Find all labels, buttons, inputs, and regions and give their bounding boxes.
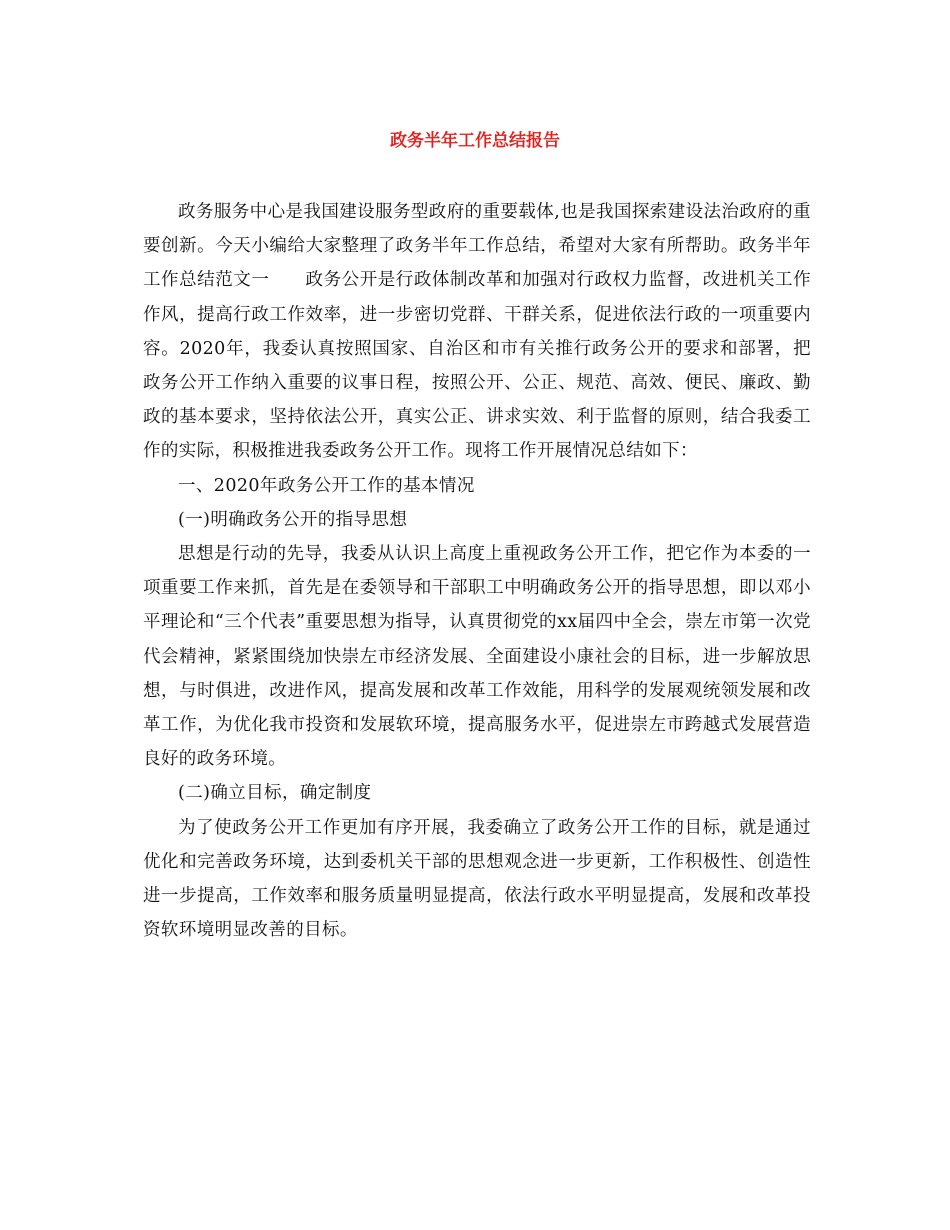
paragraph-intro: 政务服务中心是我国建设服务型政府的重要载体,也是我国探索建设法治政府的重要创新。今天小编给大家整理了政务半年工作总结，希望对大家有所帮助。政务半年工作总结范文一 政务公开是行政体制改革和加强对行政权力监督，改进机关工作作风，提高行政工作效率，进一步密切党群、干群关系，促进依法行政的一项重要内容。2020年，我委认真按照国家、自治区和市有关推行政务公开的要求和部署，把政务公开工作纳入重要的议事日程，按照公开、公正、规范、高效、便民、廉政、勤政的基本要求，坚持依法公开，真实公正、讲求实效、利于监督的原则，结合我委工作的实际，积极推进我委政务公开工作。现将工作开展情况总结如下： [143, 202, 811, 462]
paragraph-goals: 为了使政务公开工作更加有序开展，我委确立了政务公开工作的目标，就是通过优化和完善政务环境，达到委机关干部的思想观念进一步更新，工作积极性、创造性进一步提高，工作效率和服务质量明显提高，依法行政水平明显提高，发展和改革投资软环境明显改善的目标。 [143, 817, 811, 941]
heading-subsection-1: (一)明确政务公开的指导思想 [178, 509, 408, 530]
heading-section-1: 一、2020年政务公开工作的基本情况 [178, 475, 475, 496]
heading-subsection-2: (二)确立目标，确定制度 [178, 783, 372, 804]
document-title: 政务半年工作总结报告 [390, 131, 560, 151]
document-body [143, 195, 811, 947]
paragraph-guiding-thought: 思想是行动的先导，我委从认识上高度上重视政务公开工作，把它作为本委的一项重要工作来抓，首先是在委领导和干部职工中明确政务公开的指导思想，即以邓小平理论和“三个代表”重要思想为指导，认真贯彻党的xx届四中全会，崇左市第一次党代会精神，紧紧围绕加快崇左市经济发展、全面建设小康社会的目标，进一步解放思想，与时俱进，改进作风，提高发展和改革工作效能，用科学的发展观统领发展和改革工作，为优化我市投资和发展软环境，提高服务水平，促进崇左市跨越式发展营造良好的政务环境。 [143, 544, 811, 770]
